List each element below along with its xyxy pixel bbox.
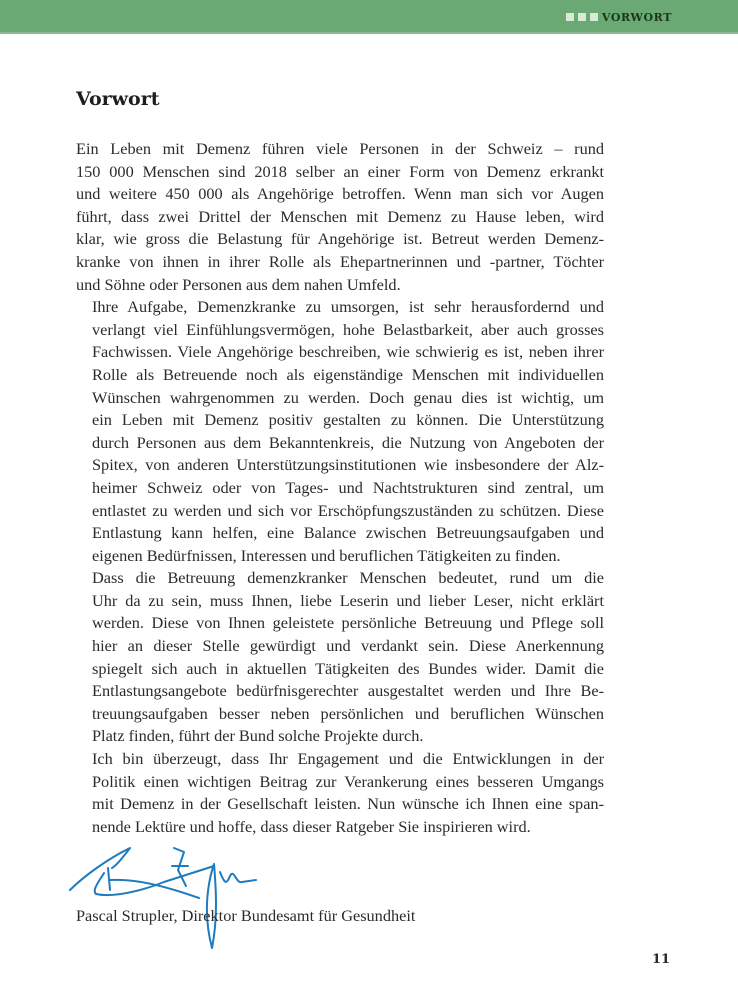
text-line: werden. Diese von Ihnen geleistete persönliche Betreuung und Pflege soll [92, 613, 604, 633]
signature-strokes [70, 848, 256, 948]
text-line: Politik einen wichtigen Beitrag zur Verankerung eines besseren Umgangs [92, 771, 604, 791]
text-line: Entlastung kann helfen, eine Balance zwischen Betreuungsaufgaben und [92, 523, 604, 543]
text-line: Spitex, von anderen Unterstützungsinstitutionen wie insbesondere der Alz- [92, 455, 604, 475]
text-line: Fachwissen. Viele Angehörige beschreiben, wie schwierig es ist, neben ihrer [92, 342, 604, 362]
text-line: eigenen Bedürfnissen, Interessen und beruflichen Tätigkeiten zu finden. [92, 545, 561, 565]
text-line: hier an dieser Stelle gewürdigt und verdankt sein. Diese Anerkennung [92, 636, 604, 656]
header-marker-square-icon [590, 13, 598, 21]
text-line: Ein Leben mit Demenz führen viele Personen in der Schweiz – rund [76, 139, 604, 158]
text-line: heimer Schweiz oder von Tages- und Nachtstrukturen sind zentral, um [92, 477, 604, 497]
paragraph [76, 748, 604, 838]
header-marker-square-icon [578, 13, 586, 21]
text-line: Uhr da zu sein, muss Ihnen, liebe Leserin und lieber Leser, nicht erklärt [92, 590, 604, 610]
signature-image [64, 838, 274, 958]
running-header-bar [0, 0, 738, 34]
text-line: Entlastungsangebote bedürfnisgerechter ausgestaltet werden und Ihre Be- [92, 681, 604, 701]
text-line: spiegelt sich auch in aktuellen Tätigkeiten des Bundes wider. Damit die [92, 658, 604, 678]
text-line: führt, dass zwei Drittel der Menschen mit Demenz zu Hause leben, wird [76, 206, 604, 226]
text-line: Wünschen wahrgenommen zu werden. Doch genau dies ist wichtig, um [92, 387, 604, 407]
signature-stroke [220, 872, 256, 882]
signature-stroke [108, 868, 110, 890]
text-line: verlangt viel Einfühlungsvermögen, hohe Belastbarkeit, aber auch grosses [92, 319, 604, 339]
text-line: Rolle als Betreuende noch als eigenständige Menschen mit individuellen [92, 364, 604, 384]
text-line: nende Lektüre und hoffe, dass dieser Ratgeber Sie inspirieren wird. [92, 816, 531, 836]
text-line: 150 000 Menschen sind 2018 selber an einer Form von Demenz erkrankt [76, 161, 604, 181]
text-line: entlastet zu werden und sich vor Erschöpfungszuständen zu schützen. Diese [92, 500, 604, 520]
text-line: durch Personen aus dem Bekanntenkreis, die Nutzung von Angeboten der [92, 432, 604, 452]
page-title: Vorwort [76, 88, 160, 110]
text-line: klar, wie gross die Belastung für Angehörige ist. Betreut werden Demenz- [76, 229, 604, 249]
text-line: Dass die Betreuung demenzkranker Menschen bedeutet, rund um die [92, 568, 604, 588]
text-line: kranke von ihnen in ihrer Rolle als Ehepartnerinnen und -partner, Töchter [76, 251, 604, 271]
text-line: ein Leben mit Demenz positiv gestalten zu können. Die Unterstützung [92, 410, 604, 430]
signer-name: Pascal Strupler, Direktor Bundesamt für Gesundheit [76, 906, 416, 925]
text-line: und weitere 450 000 als Angehörige betroffen. Wenn man sich vor Augen [76, 184, 604, 204]
running-header-section [566, 10, 672, 24]
paragraph [76, 138, 604, 296]
page-number: 11 [652, 952, 671, 967]
header-marker-square-icon [566, 13, 574, 21]
paragraph [76, 296, 604, 567]
signature-stroke [110, 880, 199, 898]
text-line: mit Demenz in der Gesellschaft leisten. Nun wünsche ich Ihnen eine span- [92, 794, 604, 814]
running-header-label: VORWORT [601, 10, 672, 24]
paragraph [76, 567, 604, 748]
text-line: treuungsaufgaben besser neben persönlichen und beruflichen Wünschen [92, 703, 604, 723]
text-line: Ich bin überzeugt, dass Ihr Engagement und die Entwicklungen in der [92, 749, 604, 769]
text-line: Platz finden, führt der Bund solche Projekte durch. [92, 726, 424, 746]
text-line: und Söhne oder Personen aus dem nahen Umfeld. [76, 274, 401, 294]
signature-stroke [70, 848, 130, 890]
text-line: Ihre Aufgabe, Demenzkranke zu umsorgen, ist sehr herausfordernd und [92, 297, 604, 317]
body-text [76, 138, 604, 838]
